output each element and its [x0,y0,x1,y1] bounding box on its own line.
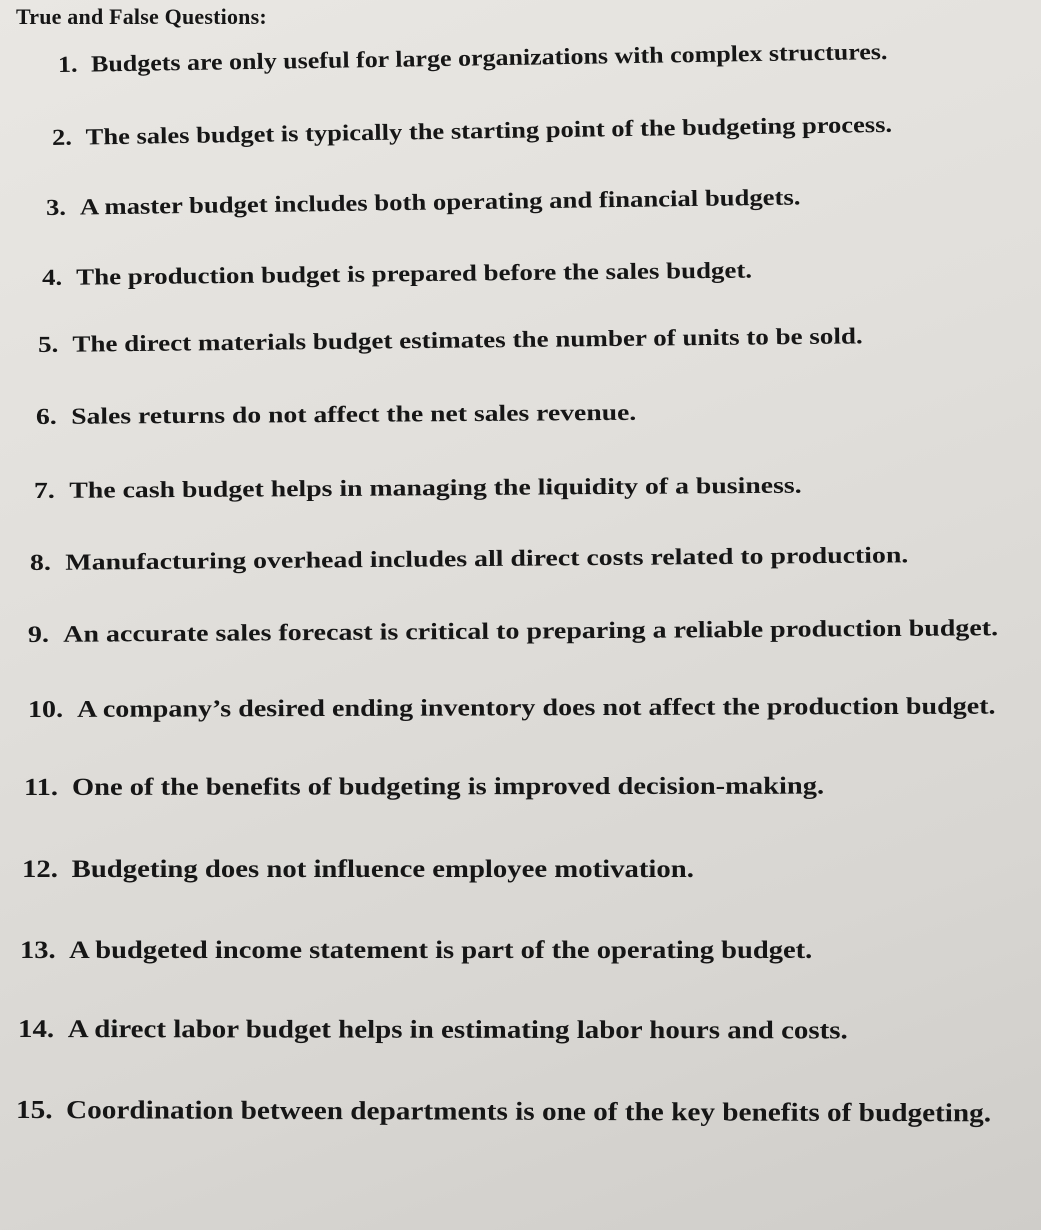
question-text: Manufacturing overhead includes all direct costs related to production. [65,542,909,575]
question-item [58,39,888,78]
question-item [16,1095,991,1128]
question-number: 9. [27,621,50,648]
question-text: Sales returns do not affect the net sales revenue. [71,399,637,429]
question-number: 1. [57,51,78,77]
question-item [46,184,801,221]
question-item [30,542,909,576]
question-item [36,400,636,430]
question-number: 13. [20,935,56,964]
question-text: Budgeting does not influence employee motivation. [71,856,694,883]
worksheet-heading: True and False Questions: [16,4,267,29]
question-number: 11. [23,773,59,801]
question-text: A company’s desired ending inventory does not affect the production budget. [77,693,996,723]
question-text: Coordination between departments is one of the key benefits of budgeting. [65,1095,992,1128]
question-item [20,935,812,965]
question-item [34,473,802,504]
question-number: 6. [35,403,57,429]
question-number: 14. [17,1014,55,1044]
question-text: One of the benefits of budgeting is improved decision-making. [71,772,825,801]
question-text: The sales budget is typically the starting point of the budgeting process. [85,111,893,150]
question-item [52,112,892,151]
question-number: 5. [37,331,59,357]
question-number: 10. [27,696,64,723]
question-number: 8. [29,549,51,575]
question-number: 12. [22,856,58,883]
question-text: A direct labor budget helps in estimating labor hours and costs. [67,1014,848,1045]
question-number: 4. [41,264,63,290]
question-item [28,694,996,724]
question-text: The direct materials budget estimates the number of units to be sold. [72,323,863,357]
question-item [28,615,998,649]
question-item [42,258,752,291]
question-text: A master budget includes both operating and financial budgets. [79,184,801,220]
question-text: The production budget is prepared before the sales budget. [76,257,753,290]
question-text: The cash budget helps in managing the liquidity of a business. [69,472,802,503]
question-item [38,323,863,358]
question-text: An accurate sales forecast is critical to preparing a reliable production budget. [63,615,999,648]
question-number: 7. [33,477,55,503]
question-item [18,1014,848,1045]
question-text: A budgeted income statement is part of the operating budget. [69,935,813,964]
question-number: 3. [45,194,67,220]
question-text: Budgets are only useful for large organizations with complex structures. [90,38,888,77]
question-number: 2. [51,124,73,150]
question-number: 15. [15,1095,53,1125]
question-item [22,856,694,884]
question-item [24,773,824,802]
